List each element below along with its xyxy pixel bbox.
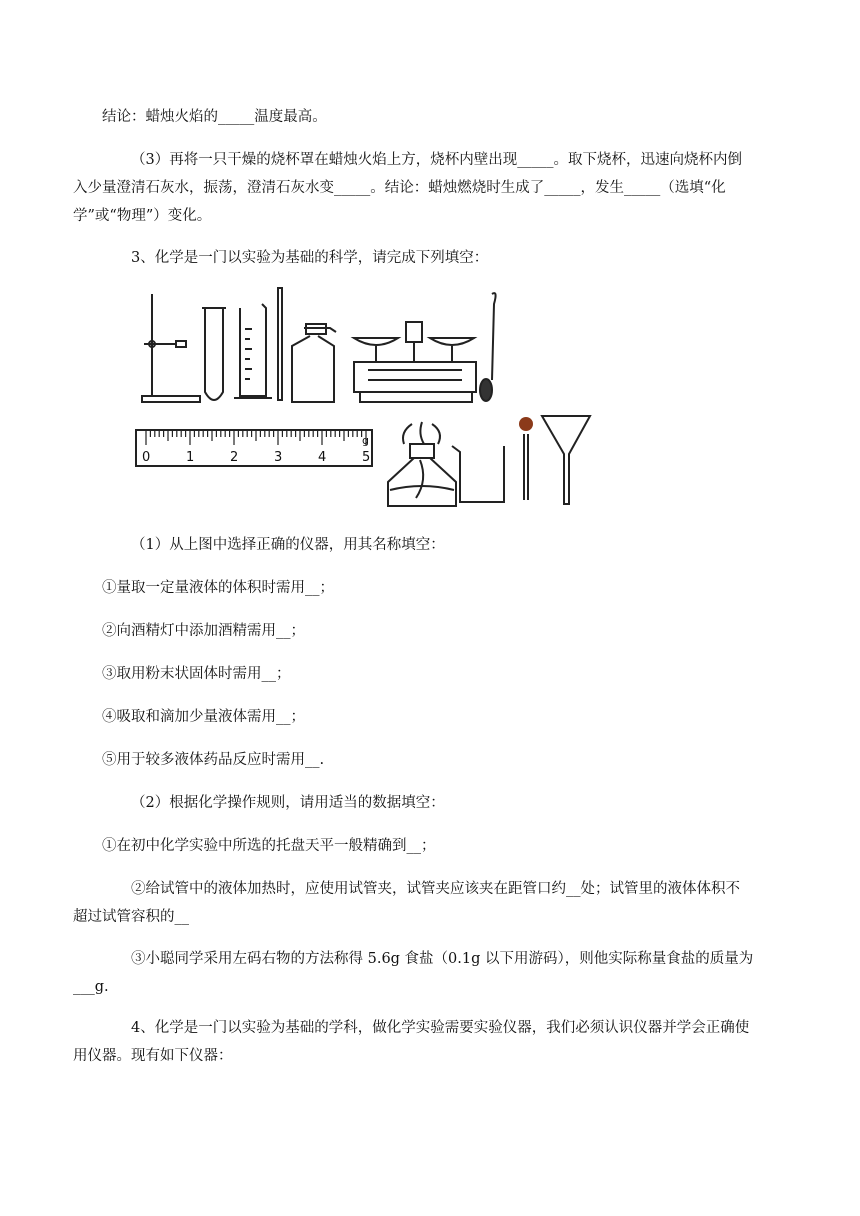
q2-3-line-2: 入少量澄清石灰水，振荡，澄清石灰水变_____。结论：蜡烛燃烧时生成了_____，发生_____（选填“化: [73, 180, 726, 196]
ruler-label: 2: [230, 450, 239, 465]
q4-line-2: 用仪器。现有如下仪器：: [73, 1048, 233, 1064]
answer-3: ③取用粉末状固体时需用__；: [102, 666, 291, 682]
alcohol-lamp-icon: [388, 422, 456, 506]
blank-2-line-2: 超过试管容积的__: [73, 909, 189, 925]
conclusion-line: 结论：蜡烛火焰的_____温度最高。: [102, 109, 327, 125]
q4-line-1: 4、化学是一门以实验为基础的学科，做化学实验需要实验仪器，我们必须认识仪器并学会正确使: [131, 1020, 750, 1036]
ruler-label: 0: [142, 450, 151, 465]
dropper-bulb-icon: [519, 417, 533, 431]
ruler-label: 4: [318, 450, 327, 465]
blank-3-line-1: ③小聪同学采用左码右物的方法称得 5.6g 食盐（0.1g 以下用游码），则他实际称量食盐的质量为: [131, 951, 754, 967]
ruler-label: 1: [186, 450, 195, 465]
beaker-icon: [452, 446, 504, 502]
test-tube-icon: [202, 308, 226, 400]
dropper-icon: [524, 434, 528, 500]
answer-2: ②向酒精灯中添加酒精需用__；: [102, 623, 305, 639]
reagent-bottle-icon: [292, 324, 336, 402]
ruler-label: 3: [274, 450, 283, 465]
question-2-part-3: [73, 146, 802, 230]
ruler-icon: [136, 430, 372, 466]
answer-5: ⑤用于较多液体药品反应时需用__.: [102, 752, 325, 768]
ruler-unit: g: [362, 434, 369, 447]
blank-2: [73, 875, 802, 931]
graduated-cylinder-icon: [234, 304, 272, 398]
question-4: [73, 1014, 802, 1070]
sub-question-2: （2）根据化学操作规则，请用适当的数据填空：: [131, 795, 445, 811]
ruler-label: 5: [362, 450, 371, 465]
blank-3: [73, 945, 802, 1001]
blank-2-line-1: ②给试管中的液体加热时，应使用试管夹，试管夹应该夹在距管口约__处；试管里的液体体积不: [131, 881, 740, 897]
blank-1: ①在初中化学实验中所选的托盘天平一般精确到__；: [102, 838, 436, 854]
instruments-figure: [132, 284, 592, 516]
q2-3-line-3: 学”或“物理”）变化。: [73, 208, 212, 224]
answer-4: ④吸取和滴加少量液体需用__；: [102, 709, 305, 725]
funnel-icon: [542, 416, 590, 504]
answer-1: ①量取一定量液体的体积时需用__；: [102, 580, 334, 596]
balance-icon: [354, 322, 476, 402]
sub-question-1: （1）从上图中选择正确的仪器，用其名称填空：: [131, 537, 445, 553]
question-3-heading: 3、化学是一门以实验为基础的科学，请完成下列填空：: [131, 250, 489, 266]
glass-rod-icon: [278, 288, 282, 400]
blank-3-line-2: ___g.: [73, 979, 109, 995]
iron-stand-icon: [142, 294, 200, 402]
q2-3-line-1: （3）再将一只干燥的烧杯罩在蜡烛火焰上方，烧杯内壁出现_____。取下烧杯，迅速向烧杯内倒: [131, 152, 742, 168]
medicine-spoon-icon: [480, 293, 496, 401]
